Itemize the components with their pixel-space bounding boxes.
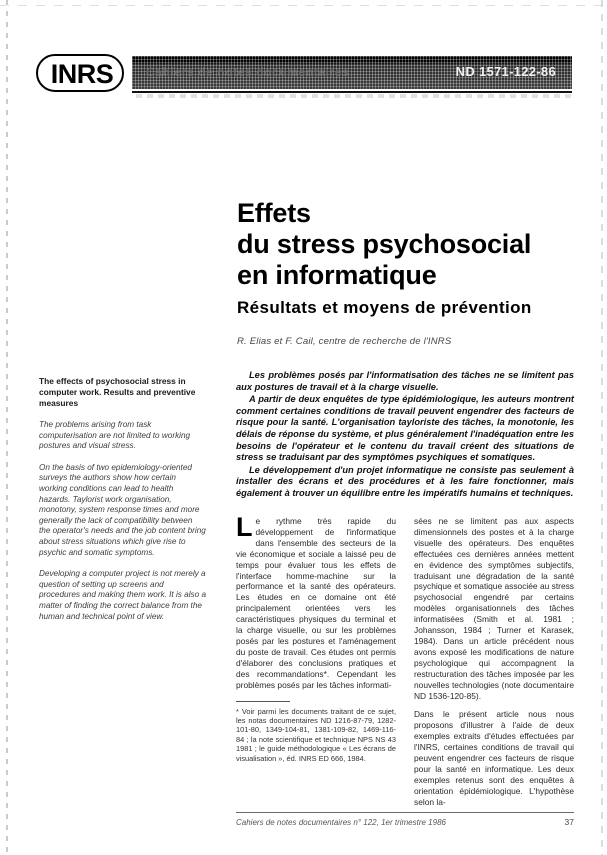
english-abstract-paragraph: On the basis of two epidemiology-oriented surveys the authors show how certain working conditions can lead to health hazards. Taylorist work organisation, monotony, system response times and more generally the lack of compatibility between the operator's needs and the job content bring about stress situations which give rise to psychic and somatic symptoms.	[39, 462, 206, 557]
english-abstract-paragraph: Developing a computer project is not merely a question of setting up screens and procedures and making them work. It is also a matter of finding the correct balance from the human and technical point of view.	[39, 569, 207, 621]
body-columns	[236, 512, 574, 807]
english-abstract	[39, 376, 206, 633]
french-abstract-paragraph: Les problèmes posés par l'informatisation des tâches ne se limitent pas aux postures de travail et à la charge visuelle.	[236, 370, 574, 392]
body-paragraph: Dans le présent article nous nous proposons d'illustrer à l'aide de deux exemples extraits d'études effectuées par l'INRS, certaines conditions de travail qui peuvent engendrer ces facteurs de risque pour la santé en informatique. Les deux exemples retenus sont des enquêtes à orientation épidémiologique. L'hypothèse selon la-	[414, 709, 574, 807]
document-reference: ND 1571-122-86	[455, 64, 556, 79]
footnote-text: * Voir parmi les documents traitant de ce sujet, les notas documentaires ND 1216-87-79, 1282-101-80, 1349-104-81, 1381-109-82, 1469-116-84 ; la note scientifique et technique NPS NS 43 1981 ; le guide méthodologique « Les écrans de visualisation », éd. INRS ED 666, 1984.	[236, 706, 396, 763]
page-footer	[236, 817, 574, 827]
body-paragraph: sées ne se limitent pas aux aspects dimensionnels des postes et à la charge visuelle des opérateurs. Des enquêtes effectuées ces dernières années mettent en évidence des symptômes subjectifs, traduisant une dégradation de la santé psychique et somatique associée au stress psychosocial engendré par certains modèles organisationnels des tâches informatisées (Smith et al. 1981 ; Johansson, 1984 ; Turner et Karasek, 1984). Dans un article précédent nous avons exposé les modifications de nature psychologique qui accompagnent la restructuration des tâches imposée par les nouvelles technologies (note documentaire ND 1536-120-85).	[414, 516, 574, 701]
english-abstract-paragraph: The problems arising from task computerisation are not limited to working postures and visual stress.	[39, 420, 191, 451]
body-paragraph: Le rythme très rapide du développement de l'informatique dans l'ensemble des secteurs de la vie économique et sociale a laissé peu de temps pour évaluer tous les effets de l'interface homme-machine sur la performance et la santé des opérateurs. Les études en ce domaine ont été principalement orientées vers les caractéristiques physiques du terminal et la charge visuelle, ou sur les problèmes posés par les postures et l'aménagement du poste de travail. Ces études ont permis d'élaborer des conclusions pratiques et des recommandations*. Cependant les problèmes posés par les tâches informati-	[236, 512, 396, 690]
inrs-logo	[36, 54, 124, 92]
masthead-rule	[132, 91, 572, 93]
body-column-left	[236, 512, 396, 763]
scan-edge-left	[6, 0, 8, 855]
title-line-2: du stress psychosocial	[237, 229, 532, 259]
body-column-right	[414, 516, 574, 816]
footnote-rule	[236, 701, 290, 702]
french-abstract	[236, 370, 574, 501]
page-title	[237, 198, 573, 318]
footer-rule	[236, 812, 574, 813]
french-abstract-paragraph: A partir de deux enquêtes de type épidémiologique, les auteurs montrent comment certaines conditions de travail peuvent engendrer des facteurs de risque pour la santé. L'organisation tayloriste des tâches, la monotonie, les délais de réponse du système, et plus généralement l'inadéquation entre les besoins de l'opérateur et le contenu du travail créent des situations de stress se traduisant par des symptômes psychiques et somatiques.	[236, 394, 574, 463]
masthead-band	[132, 56, 572, 89]
masthead-band-title: Cahiers de notes documentaires	[146, 65, 350, 79]
footer-source: Cahiers de notes documentaires n° 122, 1er trimestre 1986	[236, 818, 446, 827]
french-abstract-paragraph: Le développement d'un projet informatique ne consiste pas seulement à installer des écrans et des procédures et à les faire fonctionner, mais également à trouver un équilibre entre les impératifs humains et techniques.	[236, 464, 574, 498]
title-line-3: en informatique	[237, 260, 437, 290]
english-abstract-title: The effects of psychosocial stress in computer work. Results and preventive measures	[39, 376, 196, 408]
masthead-shadow	[136, 94, 572, 98]
byline: R. Elias et F. Cail, centre de recherche de l'INRS	[237, 336, 452, 347]
masthead	[36, 54, 572, 96]
page-subtitle: Résultats et moyens de prévention	[237, 298, 532, 317]
scan-edge-top	[0, 5, 607, 6]
scan-edge-right	[601, 0, 603, 855]
page-number: 37	[564, 817, 574, 827]
inrs-logo-text: INRS	[50, 59, 114, 89]
title-line-1: Effets	[237, 198, 311, 228]
